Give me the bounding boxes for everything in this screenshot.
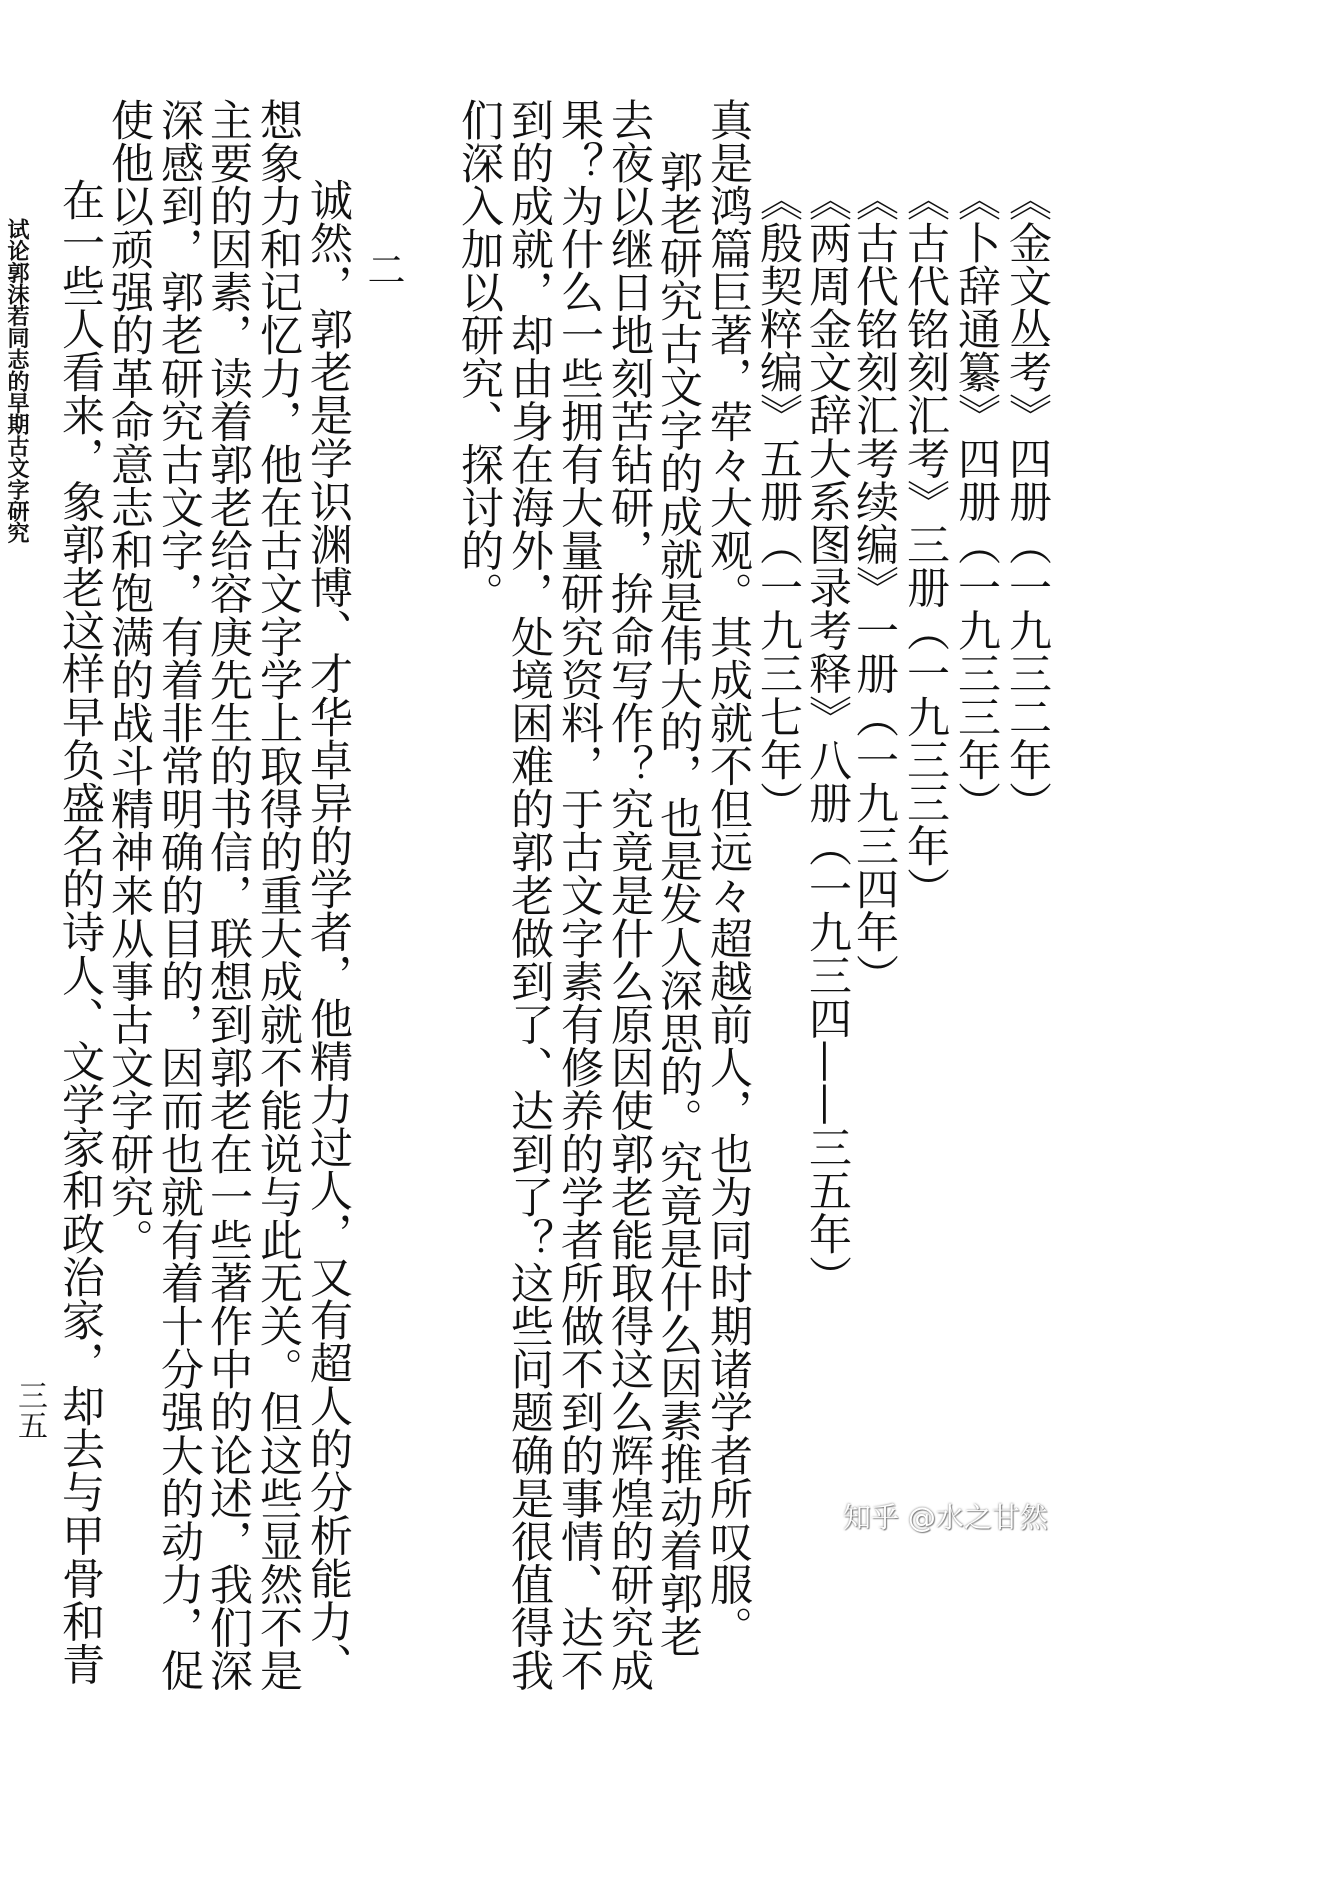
- text-column-3: 《古代铭刻汇考》三册（一九三三年）: [900, 178, 950, 911]
- text-column-5: 《两周金文辞大系图录考释》八册（一九三四——三五年）: [802, 178, 852, 1299]
- text-column-12: 们深入加以研究、探讨的。: [454, 98, 504, 615]
- section-number: 二: [361, 250, 405, 288]
- watermark: 知乎 @水之甘然: [843, 1501, 1048, 1534]
- text-column-11: 到的成就，却由身在海外，处境困难的郭老做到了、达到了？这些问题确是很值得我: [504, 98, 554, 1692]
- text-column-18: 在一些人看来，象郭老这样早负盛名的诗人、文学家和政治家，却去与甲骨和青: [55, 178, 105, 1686]
- text-column-14: 想象力和记忆力，他在古文字学上取得的重大成就不能说与此无关。但这些显然不是: [253, 98, 303, 1692]
- page-number: 三五: [12, 1380, 47, 1440]
- text-column-4: 《古代铭刻汇考续编》一册（一九三四年）: [849, 178, 899, 997]
- text-column-2: 《卜辞通纂》四册（一九三三年）: [951, 178, 1001, 825]
- text-column-15: 主要的因素，读着郭老给容庚先生的书信，联想到郭老在一些著作中的论述，我们深: [203, 98, 253, 1692]
- text-column-8: 郭老研究古文字的成就是伟大的，也是发人深思的。究竟是什么因素推动着郭老: [653, 150, 703, 1658]
- text-column-16: 深感到，郭老研究古文字，有着非常明确的目的，因而也就有着十分强大的动力，促: [154, 98, 204, 1692]
- running-head: 试论郭沫若同志的早期古文字研究: [4, 218, 30, 544]
- text-column-13: 诚然，郭老是学识渊博、才华卓异的学者，他精力过人，又有超人的分析能力、: [303, 178, 353, 1686]
- text-column-7: 真是鸿篇巨著，荦々大观。其成就不但远々超越前人，也为同时期诸学者所叹服。: [703, 98, 753, 1649]
- text-column-9: 去夜以继日地刻苦钻研，拚命写作？究竟是什么原因使郭老能取得这么辉煌的研究成: [604, 98, 654, 1692]
- text-column-10: 果？为什么一些拥有大量研究资料，于古文字素有修养的学者所做不到的事情、达不: [554, 98, 604, 1692]
- text-column-1: 《金文丛考》四册（一九三二年）: [1002, 178, 1052, 825]
- text-column-17: 使他以顽强的革命意志和饱满的战斗精神来从事古文字研究。: [104, 98, 154, 1262]
- text-column-6: 《殷契粹编》五册（一九三七年）: [753, 178, 803, 825]
